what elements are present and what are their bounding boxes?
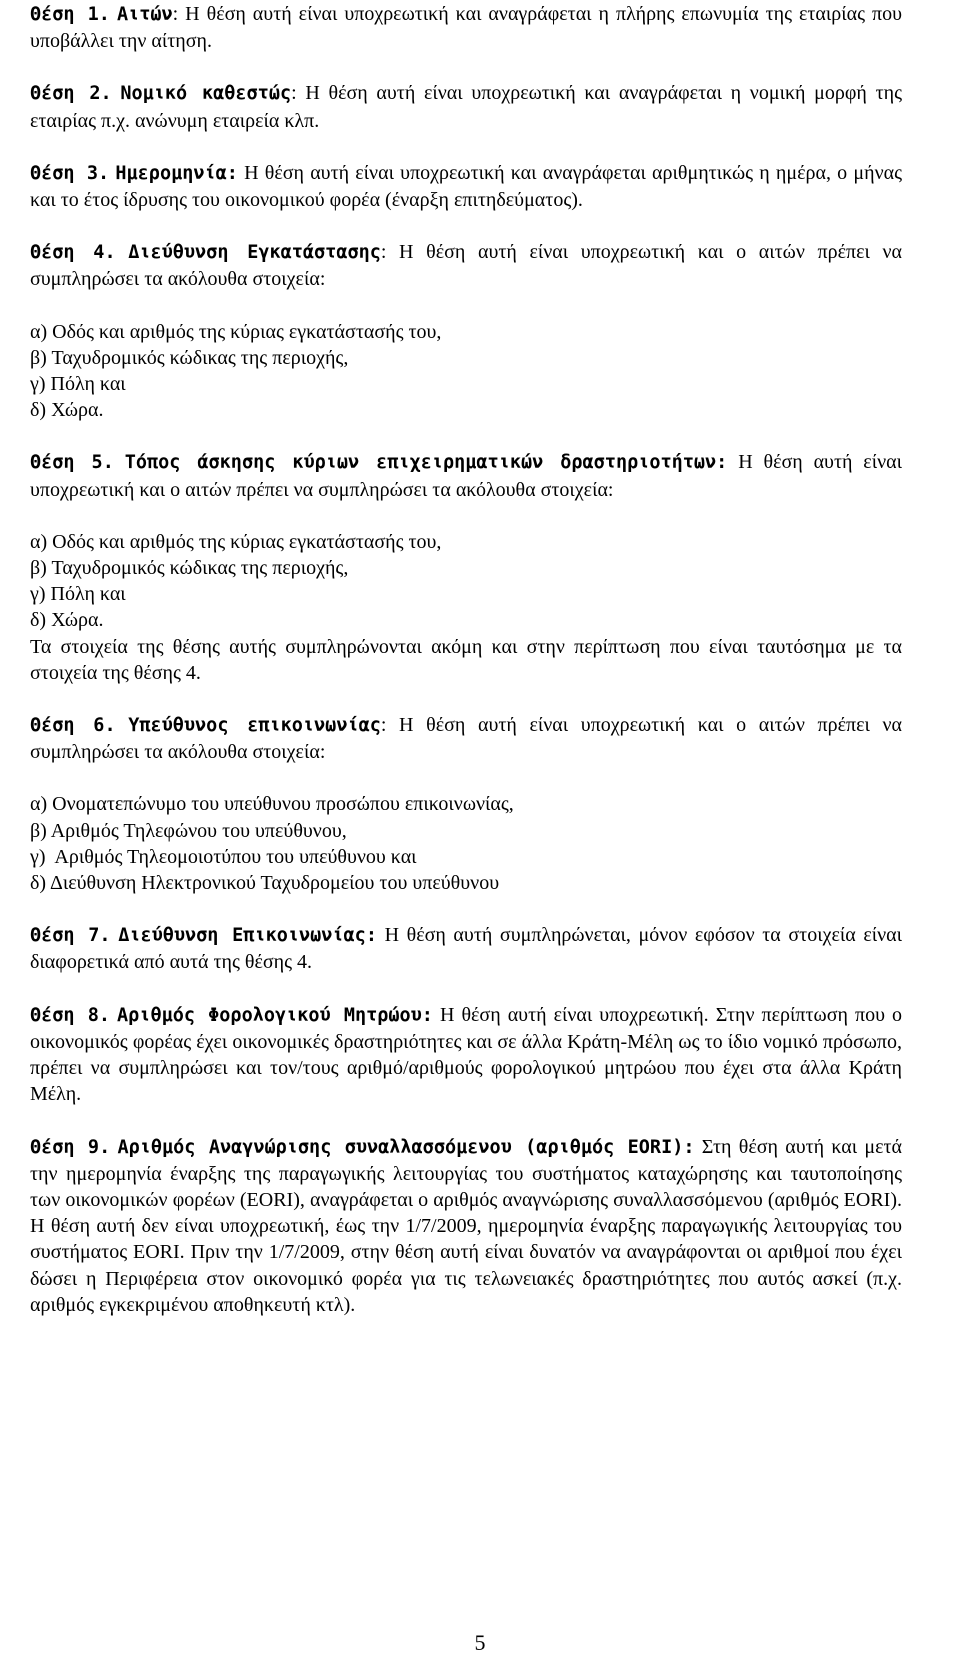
section-1: [30, 1, 902, 54]
section-heading: Τόπος άσκησης κύριων επιχειρηματικών δραστηριοτήτων:: [124, 452, 728, 474]
section-label: Θέση 4.: [30, 242, 116, 264]
section-separator: :: [291, 82, 297, 105]
list-item: δ) Διεύθυνση Ηλεκτρονικού Ταχυδρομείου του υπεύθυνου: [30, 872, 500, 895]
section-label: Θέση 6.: [30, 715, 116, 737]
section-label: Θέση 5.: [30, 452, 114, 474]
list-item: γ) Αριθμός Τηλεομοιοτύπου του υπεύθυνου και: [30, 845, 417, 868]
list-item: α) Οδός και αριθμός της κύριας εγκατάστασής του,: [30, 530, 442, 553]
section-text: Η θέση αυτή είναι υποχρεωτική και ο αιτών πρέπει να συμπληρώσει τα ακόλουθα στοιχεία:: [30, 241, 902, 291]
section-3: [30, 160, 902, 213]
section-6-list: [30, 791, 902, 896]
page-number: 5: [474, 1630, 486, 1655]
list-item: β) Αριθμός Τηλεφώνου του υπεύθυνου,: [30, 819, 347, 842]
list-item: γ) Πόλη και: [30, 583, 126, 606]
section-heading: Διεύθυνση Επικοινωνίας:: [118, 925, 377, 947]
section-label: Θέση 9.: [30, 1136, 111, 1158]
section-heading: Νομικό καθεστώς: [120, 83, 292, 105]
section-text: Η θέση αυτή είναι υποχρεωτική και αναγράφεται αριθμητικώς η ημέρα, ο μήνας και το έτος ίδρυσης του οικονομικού φορέα (έναρξη επιτηδεύματος).: [30, 161, 903, 212]
list-item: γ) Πόλη και: [30, 373, 126, 396]
section-text: Η θέση αυτή είναι υποχρεωτική και αναγράφεται η νομική μορφή της εταιρίας π.χ. ανώνυμη εταιρεία κλπ.: [30, 82, 902, 132]
section-9: [30, 1134, 902, 1318]
section-heading: Διεύθυνση Εγκατάστασης: [128, 242, 381, 264]
section-4: [30, 239, 902, 292]
section-heading: Ημερομηνία:: [115, 162, 238, 184]
list-item: β) Ταχυδρομικός κώδικας της περιοχής,: [30, 557, 349, 580]
list-item: δ) Χώρα.: [30, 609, 104, 632]
list-item: β) Ταχυδρομικός κώδικας της περιοχής,: [30, 346, 349, 369]
list-item: α) Οδός και αριθμός της κύριας εγκατάστασής του,: [30, 320, 442, 343]
section-2: [30, 80, 902, 133]
section-label: Θέση 8.: [30, 1004, 110, 1026]
section-label: Θέση 3.: [30, 162, 110, 184]
section-5-note: Τα στοιχεία της θέσης αυτής συμπληρώνονται ακόμη και στην περίπτωση που είναι ταυτόσημα με τα στοιχεία της θέσης 4.: [30, 635, 902, 684]
section-text: Η θέση αυτή είναι υποχρεωτική. Στην περίπτωση που ο οικονομικός φορέας έχει οικονομικές δραστηριότητες και σε άλλα Κράτη-Μέλη ως το ίδιο νομικό πρόσωπο, πρέπει να συμπληρώσει και τον/τους αριθμό/αριθμούς φορολογικού μητρώου που έχει στα άλλα Κράτη Μέλη.: [30, 1003, 903, 1106]
section-text: Η θέση αυτή είναι υποχρεωτική και ο αιτών πρέπει να συμπληρώσει τα ακόλουθα στοιχεία:: [30, 714, 902, 764]
list-item: α) Ονοματεπώνυμο του υπεύθυνου προσώπου επικοινωνίας,: [30, 793, 514, 816]
document-body: [30, 0, 902, 1344]
section-heading: Αριθμός Φορολογικού Μητρώου:: [117, 1004, 433, 1026]
list-item: δ) Χώρα.: [30, 399, 104, 422]
section-text: Στη θέση αυτή και μετά την ημερομηνία έναρξης της παραγωγικής λειτουργίας του συστήματος καταχώρησης και ταυτοποίησης των οικονομικών φορέων (EORI), αναγράφεται ο αριθμός αναγνώρισης συναλλασσόμενου (αριθμός EORI). Η θέση αυτή δεν είναι υποχρεωτική, έως την 1/7/2009, ημερομηνία έναρξης παραγωγικής λειτουργίας του συστήματος EORI. Πριν την 1/7/2009, στην θέση αυτή είναι δυνατόν να αναγράφονται οι αριθμοί που έχει δώσει η Περιφέρεια στον οικονομικό φορέα για τις τελωνειακές δραστηριότητες που αυτός ασκεί (π.χ. αριθμός εγκεκριμένου αποθηκευτή κτλ).: [30, 1135, 902, 1316]
section-7: [30, 922, 902, 975]
section-5: [30, 449, 902, 502]
section-heading: Αιτών: [116, 4, 173, 25]
section-8: [30, 1002, 902, 1108]
section-label: Θέση 1.: [30, 4, 110, 25]
section-5-list: [30, 529, 902, 634]
section-4-list: [30, 319, 902, 424]
section-heading: Υπεύθυνος επικοινωνίας: [128, 715, 381, 737]
section-text: Η θέση αυτή είναι υποχρεωτική και αναγράφεται η πλήρης επωνυμία της εταιρίας που υποβάλλει την αίτηση.: [30, 3, 903, 53]
section-label: Θέση 2.: [30, 83, 112, 105]
section-separator: :: [380, 714, 387, 737]
section-text: Η θέση αυτή είναι υποχρεωτική και ο αιτών πρέπει να συμπληρώσει τα ακόλουθα στοιχεία:: [30, 451, 902, 501]
section-text: Η θέση αυτή συμπληρώνεται, μόνον εφόσον τα στοιχεία είναι διαφορετικά από αυτά της θέσης 4.: [30, 924, 902, 974]
section-separator: :: [380, 241, 387, 264]
section-label: Θέση 7.: [30, 925, 111, 947]
section-heading: Αριθμός Αναγνώρισης συναλλασσόμενου (αριθμός EORI):: [117, 1136, 695, 1158]
section-separator: :: [172, 3, 179, 25]
section-6: [30, 712, 902, 765]
